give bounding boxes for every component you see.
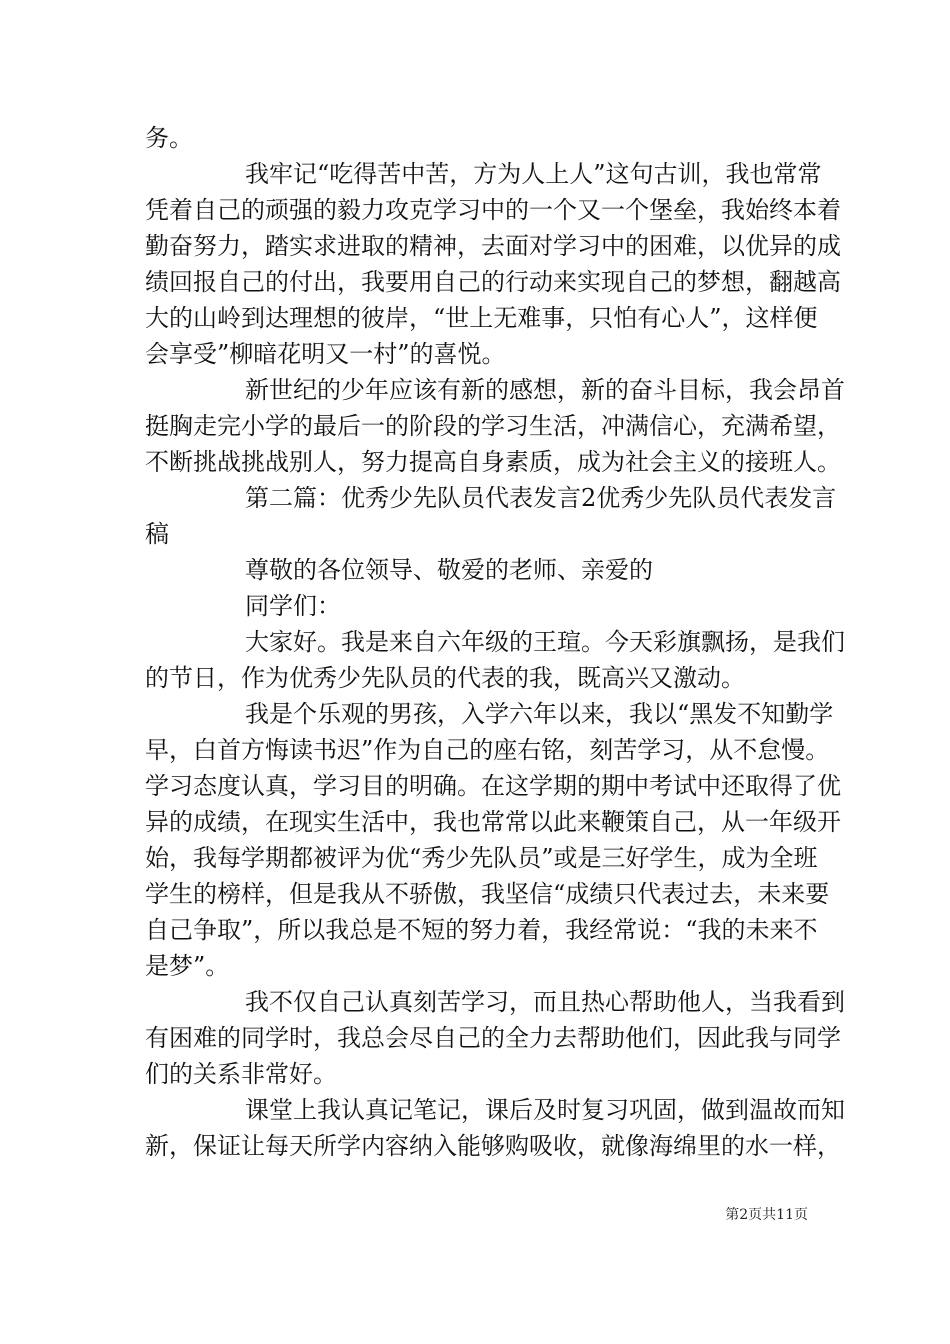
text-line: 稿: [145, 520, 169, 548]
text-line: 早，白首方悔读书迟”作为自己的座右铭，刻苦学习，从不怠慢。: [145, 736, 830, 764]
text-line: 有困难的同学时，我总会尽自己的全力去帮助他们，因此我与同学: [145, 1024, 841, 1052]
text-line: 我不仅自己认真刻苦学习，而且热心帮助他人，当我看到: [245, 988, 845, 1016]
page-number-footer: 第2页共11页: [725, 1207, 808, 1223]
text-line: 同学们：: [245, 592, 341, 620]
text-line: 勤奋努力，踏实求进取的精神，去面对学习中的困难，以优异的成: [145, 232, 841, 260]
text-line: 大的山岭到达理想的彼岸，“世上无难事，只怕有心人”，这样便: [145, 304, 818, 332]
text-line: 不断挑战挑战别人，努力提高自身素质，成为社会主义的接班人。: [145, 448, 841, 476]
text-line: 大家好。我是来自六年级的王瑄。今天彩旗飘扬，是我们: [245, 628, 845, 656]
text-line: 学生的榜样，但是我从不骄傲，我坚信“成绩只代表过去，未来要: [145, 880, 830, 908]
text-line: 我是个乐观的男孩，入学六年以来，我以“黑发不知勤学: [245, 700, 834, 728]
text-line: 绩回报自己的付出，我要用自己的行动来实现自己的梦想，翻越高: [145, 268, 841, 296]
text-line: 新世纪的少年应该有新的感想，新的奋斗目标，我会昂首: [245, 376, 845, 404]
text-line: 我牢记“吃得苦中苦，方为人上人”这句古训，我也常常: [245, 160, 822, 188]
text-line: 们的关系非常好。: [145, 1060, 337, 1088]
text-line: 异的成绩，在现实生活中，我也常常以此来鞭策自己，从一年级开: [145, 808, 841, 836]
text-line: 是梦”。: [145, 952, 230, 980]
text-line: 的节日，作为优秀少先队员的代表的我，既高兴又激动。: [145, 664, 745, 692]
text-line: 凭着自己的顽强的毅力攻克学习中的一个又一个堡垒，我始终本着: [145, 196, 841, 224]
text-line: 始，我每学期都被评为优“秀少先队员”或是三好学生，成为全班: [145, 844, 818, 872]
text-line: 挺胸走完小学的最后一的阶段的学习生活，冲满信心，充满希望，: [145, 412, 841, 440]
text-line: 课堂上我认真记笔记，课后及时复习巩固，做到温故而知: [245, 1096, 845, 1124]
text-line: 会享受”柳暗花明又一村”的喜悦。: [145, 340, 506, 368]
text-line: 自己争取”，所以我总是不短的努力着，我经常说：“我的未来不: [145, 916, 818, 944]
text-line: 尊敬的各位领导、敬爱的老师、亲爱的: [245, 556, 653, 584]
text-line: 新，保证让每天所学内容纳入能够购吸收，就像海绵里的水一样，: [145, 1132, 841, 1160]
text-line: 第二篇：优秀少先队员代表发言2优秀少先队员代表发言: [245, 484, 837, 512]
document-body: [145, 120, 845, 1164]
text-line: 务。: [145, 124, 193, 152]
text-line: 学习态度认真，学习目的明确。在这学期的期中考试中还取得了优: [145, 772, 841, 800]
